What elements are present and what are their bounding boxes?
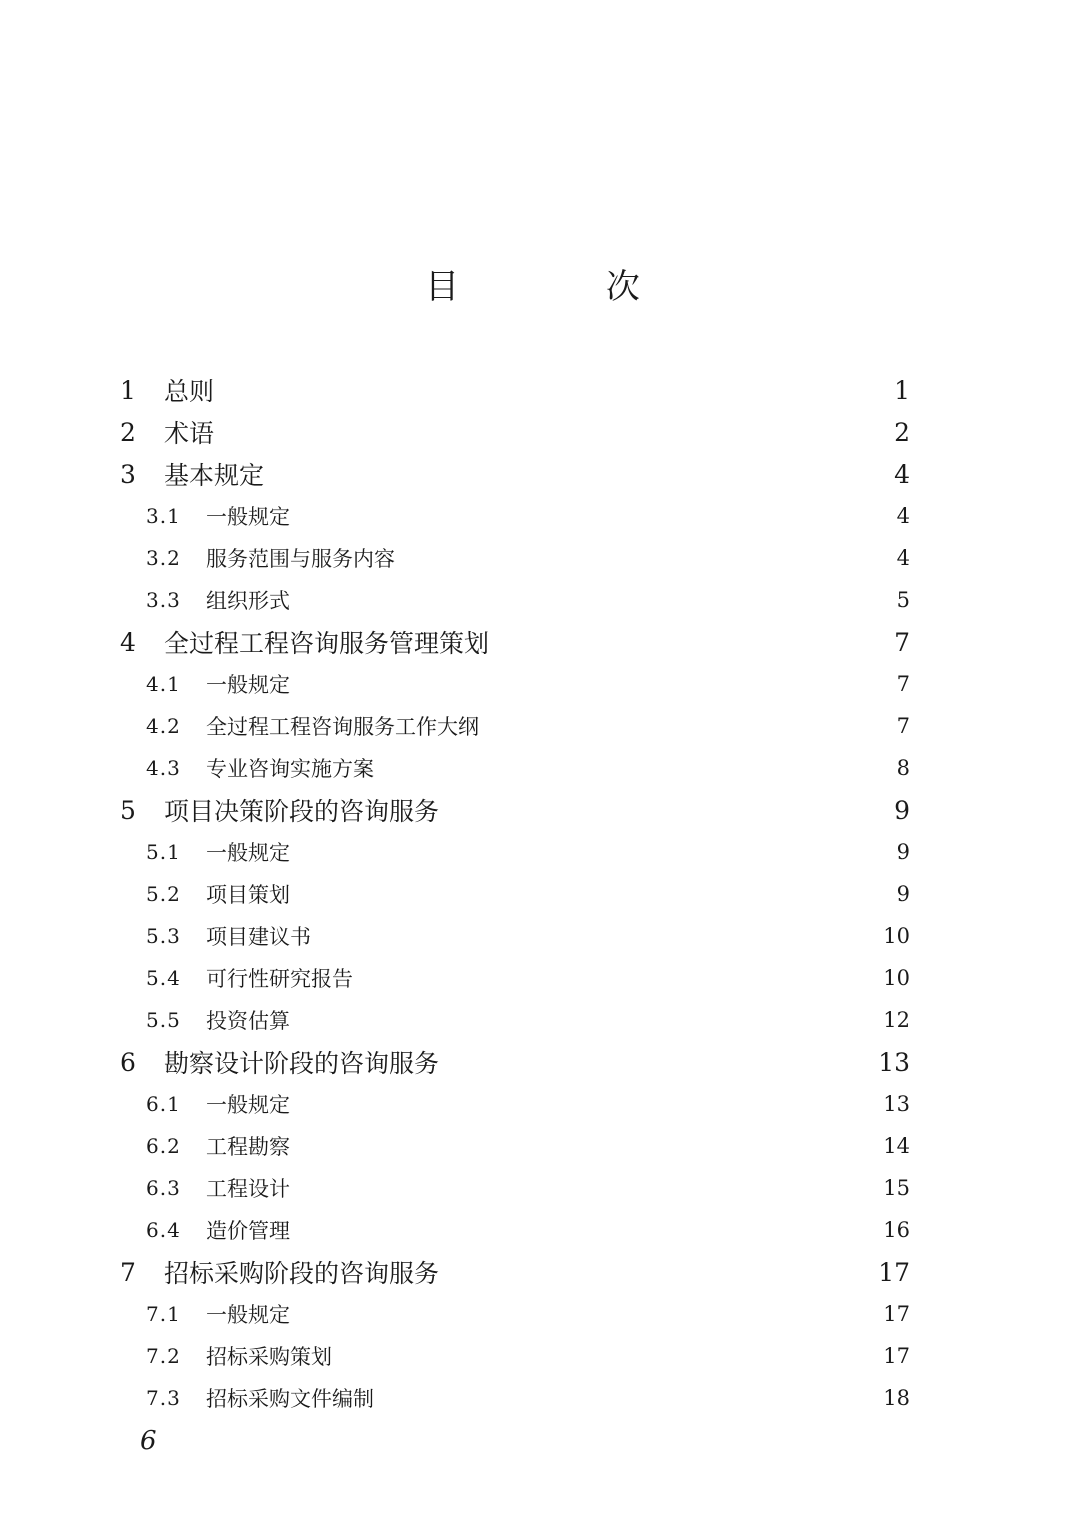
- toc-entry-number: 2: [120, 417, 136, 447]
- toc-entry-page: 17: [883, 1344, 910, 1368]
- toc-leader-dots: [384, 757, 866, 779]
- toc-entry-page: 5: [896, 588, 910, 612]
- toc-entry-page: 10: [883, 924, 910, 948]
- toc-section-row[interactable]: [0, 957, 1065, 999]
- toc-leader-dots: [300, 673, 866, 695]
- toc-section-row[interactable]: [0, 747, 1065, 789]
- toc-entry-page: 7: [894, 627, 910, 657]
- toc-chapter-row[interactable]: [0, 789, 1065, 831]
- toc-entry-label: 造价管理: [206, 1219, 290, 1243]
- toc-row-content: [0, 837, 910, 867]
- toc-entry-label: 基本规定: [164, 461, 265, 490]
- toc-entry-page: 9: [896, 882, 910, 906]
- toc-entry-label: 一般规定: [206, 841, 290, 865]
- toc-leader-dots: [274, 463, 866, 485]
- toc-entry-label: 组织形式: [206, 589, 290, 613]
- toc-entry-page: 13: [878, 1047, 910, 1077]
- toc-leader-dots: [449, 1261, 866, 1283]
- toc-entry-page: 13: [883, 1092, 910, 1116]
- toc-leader-dots: [300, 589, 866, 611]
- toc-entry-label: 一般规定: [206, 1303, 290, 1327]
- toc-title: 目 次: [425, 267, 708, 307]
- toc-leader-dots: [300, 841, 866, 863]
- toc-section-row[interactable]: [0, 1083, 1065, 1125]
- toc-leader-dots: [300, 505, 866, 527]
- toc-leader-dots: [363, 967, 866, 989]
- toc-leader-dots: [300, 1177, 866, 1199]
- toc-entry-number: 4.1: [146, 672, 181, 696]
- toc-entry-number: 4.3: [146, 756, 181, 780]
- toc-row-content: [0, 669, 910, 699]
- toc-section-row[interactable]: [0, 915, 1065, 957]
- toc-section-row[interactable]: [0, 1209, 1065, 1251]
- toc-entry-label: 项目决策阶段的咨询服务: [164, 797, 440, 826]
- toc-row-content: [0, 963, 910, 993]
- toc-entry-label: 一般规定: [206, 1093, 290, 1117]
- toc-entry-label: 投资估算: [206, 1009, 290, 1033]
- toc-section-row[interactable]: [0, 831, 1065, 873]
- toc-chapter-row[interactable]: [0, 1251, 1065, 1293]
- toc-row-content: [0, 585, 910, 615]
- toc-entry-page: 17: [878, 1257, 910, 1287]
- toc-entry-number: 4.2: [146, 714, 181, 738]
- toc-entry-number: 6: [120, 1047, 136, 1077]
- toc-entry-number: 7.3: [146, 1386, 181, 1410]
- toc-entry-page: 15: [883, 1176, 910, 1200]
- toc-row-content: [0, 624, 910, 660]
- toc-leader-dots: [342, 1345, 866, 1367]
- toc-entry-label: 可行性研究报告: [206, 967, 353, 991]
- toc-entry-page: 8: [896, 756, 910, 780]
- toc-entry-label: 全过程工程咨询服务工作大纲: [206, 715, 479, 739]
- toc-entry-number: 5.2: [146, 882, 181, 906]
- toc-leader-dots: [300, 1303, 866, 1325]
- toc-entry-number: 3.2: [146, 546, 181, 570]
- toc-leader-dots: [384, 1387, 866, 1409]
- toc-row-content: [0, 1299, 910, 1329]
- toc-entry-label: 服务范围与服务内容: [206, 547, 395, 571]
- toc-entry-label: 招标采购阶段的咨询服务: [164, 1259, 440, 1288]
- toc-chapter-row[interactable]: [0, 411, 1065, 453]
- toc-chapter-row[interactable]: [0, 453, 1065, 495]
- toc-entry-page: 17: [883, 1302, 910, 1326]
- toc-section-row[interactable]: [0, 579, 1065, 621]
- toc-entry-page: 4: [896, 504, 910, 528]
- toc-row-content: [0, 543, 910, 573]
- toc-entry-label: 一般规定: [206, 505, 290, 529]
- toc-entry-number: 6.1: [146, 1092, 181, 1116]
- toc-entry-page: 14: [883, 1134, 910, 1158]
- toc-leader-dots: [499, 631, 866, 653]
- toc-leader-dots: [300, 1135, 866, 1157]
- toc-entry-number: 5: [120, 795, 136, 825]
- toc-entry-number: 7.1: [146, 1302, 181, 1326]
- toc-section-row[interactable]: [0, 495, 1065, 537]
- toc-entry-label: 工程勘察: [206, 1135, 290, 1159]
- toc-entry-page: 16: [883, 1218, 910, 1242]
- toc-entry-page: 9: [896, 840, 910, 864]
- toc-entry-number: 7.2: [146, 1344, 181, 1368]
- toc-section-row[interactable]: [0, 663, 1065, 705]
- toc-entry-page: 9: [894, 795, 910, 825]
- toc-entry-number: 5.5: [146, 1008, 181, 1032]
- toc-row-content: [0, 921, 910, 951]
- toc-row-content: [0, 1383, 910, 1413]
- toc-section-row[interactable]: [0, 1335, 1065, 1377]
- toc-entry-page: 4: [896, 546, 910, 570]
- toc-leader-dots: [449, 799, 866, 821]
- toc-row-content: [0, 456, 910, 492]
- toc-entry-number: 6.4: [146, 1218, 181, 1242]
- toc-entry-number: 7: [120, 1257, 136, 1287]
- toc-chapter-row[interactable]: [0, 621, 1065, 663]
- toc-row-content: [0, 1215, 910, 1245]
- toc-entry-number: 5.4: [146, 966, 181, 990]
- toc-chapter-row[interactable]: [0, 369, 1065, 411]
- toc-leader-dots: [300, 1219, 866, 1241]
- toc-entry-label: 招标采购文件编制: [206, 1387, 374, 1411]
- toc-row-content: [0, 792, 910, 828]
- toc-entry-label: 总则: [164, 377, 215, 406]
- toc-row-content: [0, 1254, 910, 1290]
- toc-row-content: [0, 1131, 910, 1161]
- toc-entry-page: 12: [883, 1008, 910, 1032]
- toc-row-content: [0, 879, 910, 909]
- toc-section-row[interactable]: [0, 1293, 1065, 1335]
- toc-entry-page: 18: [883, 1386, 910, 1410]
- toc-row-content: [0, 501, 910, 531]
- toc-row-content: [0, 1089, 910, 1119]
- toc-leader-dots: [300, 1009, 866, 1031]
- toc-row-content: [0, 753, 910, 783]
- toc-entry-number: 6.2: [146, 1134, 181, 1158]
- toc-entry-label: 一般规定: [206, 673, 290, 697]
- toc-entry-page: 10: [883, 966, 910, 990]
- toc-entry-page: 7: [896, 714, 910, 738]
- toc-entry-page: 2: [894, 417, 910, 447]
- toc-entry-label: 项目策划: [206, 883, 290, 907]
- toc-row-content: [0, 711, 910, 741]
- toc-chapter-row[interactable]: [0, 1041, 1065, 1083]
- toc-entry-number: 4: [120, 627, 136, 657]
- toc-leader-dots: [489, 715, 866, 737]
- toc-entry-label: 术语: [164, 419, 215, 448]
- toc-entry-number: 1: [120, 375, 136, 405]
- toc-leader-dots: [224, 379, 866, 401]
- toc-section-row[interactable]: [0, 1377, 1065, 1419]
- toc-section-row[interactable]: [0, 1167, 1065, 1209]
- toc-entry-number: 5.3: [146, 924, 181, 948]
- toc-row-content: [0, 1005, 910, 1035]
- toc-row-content: [0, 1341, 910, 1371]
- toc-leader-dots: [300, 1093, 866, 1115]
- toc-entry-label: 项目建议书: [206, 925, 311, 949]
- toc-entry-page: 4: [894, 459, 910, 489]
- toc-entry-number: 3.3: [146, 588, 181, 612]
- toc-entry-number: 3: [120, 459, 136, 489]
- toc-entry-label: 工程设计: [206, 1177, 290, 1201]
- toc-leader-dots: [224, 421, 866, 443]
- toc-entry-label: 专业咨询实施方案: [206, 757, 374, 781]
- toc-leader-dots: [300, 883, 866, 905]
- toc-row-content: [0, 1044, 910, 1080]
- toc-entry-number: 6.3: [146, 1176, 181, 1200]
- toc-leader-dots: [405, 547, 866, 569]
- toc-section-row[interactable]: [0, 873, 1065, 915]
- toc-entry-page: 1: [894, 375, 910, 405]
- toc-entry-label: 招标采购策划: [206, 1345, 332, 1369]
- toc-section-row[interactable]: [0, 1125, 1065, 1167]
- toc-row-content: [0, 414, 910, 450]
- toc-row-content: [0, 372, 910, 408]
- toc-leader-dots: [449, 1051, 866, 1073]
- toc-entry-number: 5.1: [146, 840, 181, 864]
- page-number: 6: [140, 1426, 157, 1456]
- toc-entry-label: 全过程工程咨询服务管理策划: [164, 629, 490, 658]
- toc-section-row[interactable]: [0, 705, 1065, 747]
- toc-row-content: [0, 1173, 910, 1203]
- toc-section-row[interactable]: [0, 999, 1065, 1041]
- toc-entry-number: 3.1: [146, 504, 181, 528]
- toc-entry-page: 7: [896, 672, 910, 696]
- toc-section-row[interactable]: [0, 537, 1065, 579]
- toc-entry-label: 勘察设计阶段的咨询服务: [164, 1049, 440, 1078]
- toc-leader-dots: [321, 925, 866, 947]
